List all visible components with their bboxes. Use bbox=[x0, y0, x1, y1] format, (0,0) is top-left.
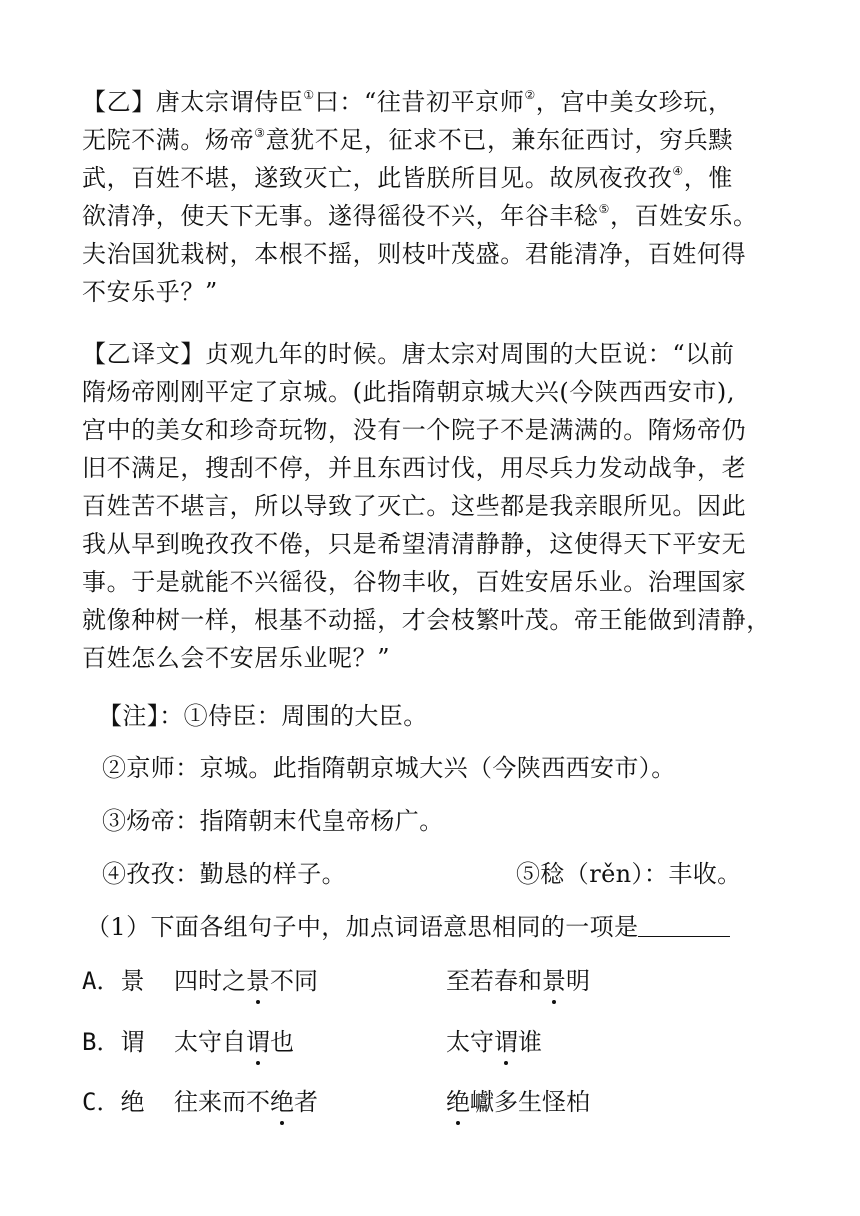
footnote-marker: ② bbox=[524, 88, 536, 102]
translation-line: 隋炀帝刚刚平定了京城。(此指隋朝京城大兴(今陕西西安市), bbox=[82, 378, 736, 406]
question-text: （1）下面各组句子中，加点词语意思相同的一项是 bbox=[86, 913, 639, 941]
passage-line bbox=[82, 197, 782, 235]
passage-yi-translation bbox=[82, 335, 782, 677]
footnote-marker: ③ bbox=[254, 126, 266, 140]
text-run: 谁 bbox=[518, 1028, 542, 1056]
translation-line: 百姓怎么会不安居乐业呢？” bbox=[82, 644, 391, 672]
text-run: 至若春和 bbox=[446, 967, 542, 995]
text-run: ，宫中美女珍玩， bbox=[535, 88, 733, 116]
text-run: 巘多生怪柏 bbox=[470, 1088, 590, 1116]
option-b[interactable] bbox=[0, 1026, 860, 1060]
option-sentence-right bbox=[446, 965, 590, 997]
note-4: ④孜孜：勤恳的样子。 bbox=[102, 860, 346, 888]
note-3: ③炀帝：指隋朝末代皇帝杨广。 bbox=[102, 807, 444, 835]
translation-line: 【乙译文】贞观九年的时候。唐太宗对周围的大臣说：“以前 bbox=[82, 340, 735, 368]
option-a[interactable] bbox=[0, 965, 860, 999]
translation-line: 我从早到晚孜孜不倦，只是希望清清静静，这使得天下平安无 bbox=[82, 530, 747, 558]
text-run: 者 bbox=[294, 1088, 318, 1116]
option-label: B．谓 bbox=[82, 1028, 145, 1056]
dotted-word: 谓 bbox=[246, 1028, 270, 1056]
translation-line: 事。于是就能不兴徭役，谷物丰收，百姓安居乐业。治理国家 bbox=[82, 568, 747, 596]
option-sentence-left bbox=[174, 965, 318, 997]
text-run: 明 bbox=[566, 967, 590, 995]
text-run: ，惟 bbox=[683, 164, 733, 192]
footnote-marker: ① bbox=[303, 88, 315, 102]
text-run: 曰：“往昔初平京师 bbox=[314, 88, 525, 116]
footnote-marker: ④ bbox=[672, 164, 684, 178]
note-2: ②京师：京城。此指隋朝京城大兴（今陕西西安市）。 bbox=[102, 754, 676, 782]
option-label: C．绝 bbox=[82, 1088, 145, 1116]
text-run: 太守 bbox=[446, 1028, 494, 1056]
translation-line: 百姓苦不堪言，所以导致了灭亡。这些都是我亲眼所见。因此 bbox=[82, 492, 747, 520]
text-run: 意犹不足，征求不已，兼东征西讨，穷兵黩 bbox=[265, 126, 733, 154]
passage-line bbox=[82, 235, 782, 273]
passage-line bbox=[82, 159, 782, 197]
note-5: ⑤稔（rěn）：丰收。 bbox=[516, 860, 742, 888]
text-run: 太守自 bbox=[174, 1028, 246, 1056]
translation-line: 宫中的美女和珍奇玩物，没有一个院子不是满满的。隋炀帝仍 bbox=[82, 416, 747, 444]
option-c[interactable] bbox=[0, 1086, 860, 1120]
question-1 bbox=[86, 911, 730, 943]
option-sentence-left bbox=[174, 1026, 294, 1058]
text-run: 不安乐乎？” bbox=[82, 278, 218, 306]
text-run: 往来而不 bbox=[174, 1088, 270, 1116]
passage-yi bbox=[82, 83, 782, 311]
option-label: A．景 bbox=[82, 967, 145, 995]
passage-line bbox=[82, 83, 782, 121]
text-run: 武，百姓不堪，遂致灭亡，此皆朕所目见。故夙夜孜孜 bbox=[82, 164, 673, 192]
passage-line bbox=[82, 273, 782, 311]
text-run: 【乙】唐太宗谓侍臣 bbox=[82, 88, 304, 116]
text-run: 欲清净，使天下无事。遂得徭役不兴，年谷丰稔 bbox=[82, 202, 599, 230]
note-1: 【注】：①侍臣：周围的大臣。 bbox=[98, 702, 428, 730]
translation-line: 旧不满足，搜刮不停，并且东西讨伐，用尽兵力发动战争，老 bbox=[82, 454, 747, 482]
text-run: 四时之 bbox=[174, 967, 246, 995]
dotted-word: 绝 bbox=[270, 1088, 294, 1116]
option-sentence-left bbox=[174, 1086, 318, 1118]
dotted-word: 谓 bbox=[494, 1028, 518, 1056]
passage-line bbox=[82, 121, 782, 159]
text-run: ，百姓安乐。 bbox=[609, 202, 758, 230]
text-run: 夫治国犹栽树，本根不摇，则枝叶茂盛。君能清净，百姓何得 bbox=[82, 240, 747, 268]
text-run: 无院不满。炀帝 bbox=[82, 126, 255, 154]
translation-line: 就像种树一样，根基不动摇，才会枝繁叶茂。帝王能做到清静， bbox=[82, 606, 771, 634]
text-run: 也 bbox=[270, 1028, 294, 1056]
footnote-marker: ⑤ bbox=[598, 202, 610, 216]
dotted-word: 景 bbox=[246, 967, 270, 995]
text-run: 不同 bbox=[270, 967, 318, 995]
answer-blank[interactable] bbox=[638, 914, 730, 937]
option-sentence-right bbox=[446, 1086, 590, 1118]
dotted-word: 绝 bbox=[446, 1088, 470, 1116]
option-sentence-right bbox=[446, 1026, 542, 1058]
dotted-word: 景 bbox=[542, 967, 566, 995]
